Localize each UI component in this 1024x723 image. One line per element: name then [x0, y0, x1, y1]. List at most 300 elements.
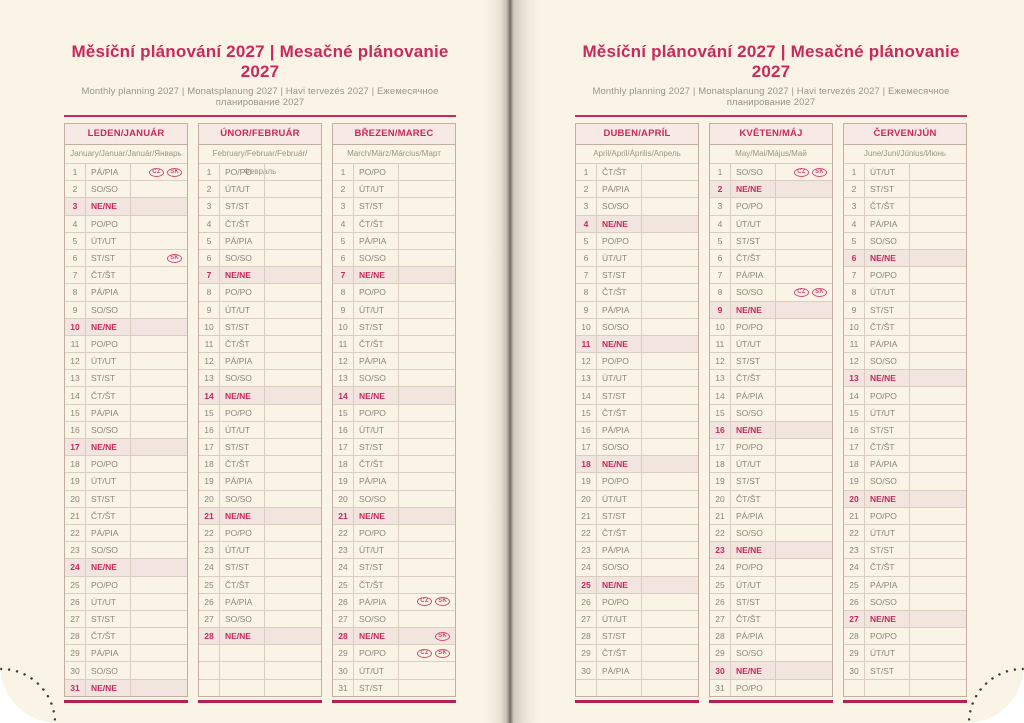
notes-area	[265, 422, 321, 438]
day-number: 18	[65, 456, 86, 472]
notes-area	[776, 233, 832, 249]
day-number: 25	[199, 577, 220, 593]
weekday-label: ST/ST	[86, 611, 131, 627]
day-number: 13	[576, 370, 597, 386]
notes-area	[265, 353, 321, 369]
day-row	[333, 422, 455, 439]
day-number: 1	[65, 164, 86, 180]
weekday-label: NE/NE	[86, 198, 131, 214]
day-row	[199, 559, 321, 576]
weekday-label: ÚT/UT	[86, 594, 131, 610]
notes-area	[131, 611, 187, 627]
day-row	[844, 577, 966, 594]
notes-area	[776, 662, 832, 678]
weekday-label: ČT/ŠT	[354, 456, 399, 472]
weekday-label: SO/SO	[86, 302, 131, 318]
notes-area	[265, 439, 321, 455]
notes-area	[910, 508, 966, 524]
weekday-label: ÚT/UT	[865, 405, 910, 421]
weekday-label	[597, 680, 642, 696]
notes-area	[131, 198, 187, 214]
notes-area	[131, 267, 187, 283]
day-number: 7	[576, 267, 597, 283]
weekday-label: NE/NE	[220, 387, 265, 403]
day-number: 27	[844, 611, 865, 627]
weekday-label: ČT/ŠT	[597, 405, 642, 421]
month-grid	[199, 164, 321, 696]
weekday-label: PO/PO	[597, 233, 642, 249]
month-columns-left	[64, 123, 456, 703]
day-row	[333, 456, 455, 473]
day-row	[710, 422, 832, 439]
day-row	[710, 387, 832, 404]
day-row	[199, 387, 321, 404]
day-number: 10	[333, 319, 354, 335]
holiday-badge-sk: SK	[812, 288, 827, 297]
day-number: 8	[710, 284, 731, 300]
day-number: 9	[199, 302, 220, 318]
day-number: 27	[199, 611, 220, 627]
month-column-january	[64, 123, 188, 703]
day-row	[710, 319, 832, 336]
day-row	[65, 353, 187, 370]
notes-area	[642, 284, 698, 300]
month-bottom-rule	[64, 700, 188, 703]
day-row	[844, 456, 966, 473]
weekday-label: PÁ/PIA	[220, 473, 265, 489]
day-number: 24	[576, 559, 597, 575]
month-table	[575, 123, 699, 697]
day-row	[199, 577, 321, 594]
notes-area	[399, 628, 455, 644]
day-row	[844, 542, 966, 559]
notes-area	[776, 542, 832, 558]
day-number: 23	[333, 542, 354, 558]
day-number: 4	[199, 216, 220, 232]
notes-area	[265, 473, 321, 489]
notes-area	[399, 387, 455, 403]
notes-area	[776, 370, 832, 386]
day-row	[576, 405, 698, 422]
day-number: 9	[333, 302, 354, 318]
day-number: 21	[844, 508, 865, 524]
weekday-label: ST/ST	[354, 319, 399, 335]
weekday-label: ÚT/UT	[86, 353, 131, 369]
day-row	[199, 422, 321, 439]
day-number: 17	[576, 439, 597, 455]
page-left	[0, 0, 508, 723]
notes-area	[131, 542, 187, 558]
weekday-label: ÚT/UT	[354, 181, 399, 197]
day-row	[576, 422, 698, 439]
weekday-label: ST/ST	[731, 594, 776, 610]
weekday-label: SO/SO	[354, 491, 399, 507]
weekday-label: ÚT/UT	[865, 645, 910, 661]
day-row	[710, 542, 832, 559]
weekday-label	[865, 680, 910, 696]
page-title: Měsíční plánování 2027 | Mesačné plánovanie 2027	[582, 42, 960, 81]
weekday-label: ČT/ŠT	[86, 267, 131, 283]
day-row	[333, 302, 455, 319]
weekday-label: ČT/ŠT	[220, 456, 265, 472]
day-number: 26	[710, 594, 731, 610]
month-bottom-rule	[843, 700, 967, 703]
weekday-label: ST/ST	[865, 662, 910, 678]
month-column-april	[575, 123, 699, 703]
notes-area	[776, 439, 832, 455]
notes-area	[910, 439, 966, 455]
weekday-label: SO/SO	[354, 370, 399, 386]
day-row	[576, 628, 698, 645]
weekday-label: ČT/ŠT	[731, 611, 776, 627]
day-number: 18	[199, 456, 220, 472]
page-title: Měsíční plánování 2027 | Mesačné plánovanie 2027	[71, 42, 449, 81]
weekday-label: PÁ/PIA	[354, 353, 399, 369]
weekday-label: ST/ST	[86, 250, 131, 266]
weekday-label: PO/PO	[731, 198, 776, 214]
day-number: 25	[710, 577, 731, 593]
day-number: 31	[333, 680, 354, 696]
day-number: 3	[844, 198, 865, 214]
day-number: 6	[844, 250, 865, 266]
notes-area	[265, 250, 321, 266]
weekday-label: ČT/ŠT	[865, 319, 910, 335]
day-row	[65, 439, 187, 456]
day-number: 4	[333, 216, 354, 232]
notes-area	[399, 216, 455, 232]
notes-area	[910, 577, 966, 593]
day-row	[710, 216, 832, 233]
weekday-label: NE/NE	[86, 559, 131, 575]
day-row	[576, 645, 698, 662]
weekday-label: PÁ/PIA	[354, 594, 399, 610]
weekday-label: ÚT/UT	[865, 164, 910, 180]
day-number: 4	[844, 216, 865, 232]
day-number: 24	[65, 559, 86, 575]
weekday-label: ČT/ŠT	[86, 628, 131, 644]
weekday-label: NE/NE	[597, 577, 642, 593]
day-number: 29	[576, 645, 597, 661]
day-row	[65, 611, 187, 628]
weekday-label: ÚT/UT	[731, 456, 776, 472]
day-row	[576, 439, 698, 456]
day-number: 16	[576, 422, 597, 438]
day-row	[710, 233, 832, 250]
day-number: 22	[65, 525, 86, 541]
day-number: 24	[333, 559, 354, 575]
day-number: 17	[65, 439, 86, 455]
day-number: 16	[844, 422, 865, 438]
notes-area	[131, 387, 187, 403]
notes-area	[131, 473, 187, 489]
notes-area	[265, 456, 321, 472]
weekday-label: ČT/ŠT	[354, 336, 399, 352]
day-row	[333, 267, 455, 284]
notes-area	[776, 628, 832, 644]
weekday-label: NE/NE	[731, 181, 776, 197]
notes-area	[399, 302, 455, 318]
day-row	[199, 473, 321, 490]
notes-area	[131, 439, 187, 455]
notes-area	[265, 164, 321, 180]
notes-area	[131, 284, 187, 300]
month-subheader: May/Mai/Május/Май	[710, 145, 832, 164]
day-number: 9	[844, 302, 865, 318]
day-number: 29	[65, 645, 86, 661]
weekday-label: PO/PO	[86, 577, 131, 593]
notes-area	[642, 336, 698, 352]
day-number: 5	[65, 233, 86, 249]
day-row	[65, 370, 187, 387]
day-number: 15	[199, 405, 220, 421]
month-subheader: January/Januar/Január/Январь	[65, 145, 187, 164]
notes-area	[131, 491, 187, 507]
day-row	[65, 628, 187, 645]
month-subheader: February/Februar/Február/Февраль	[199, 145, 321, 164]
day-number: 14	[844, 387, 865, 403]
weekday-label: ÚT/UT	[731, 336, 776, 352]
day-number: 11	[576, 336, 597, 352]
day-row	[333, 645, 455, 662]
weekday-label: ST/ST	[865, 302, 910, 318]
notes-area	[910, 250, 966, 266]
notes-area	[776, 284, 832, 300]
month-grid	[333, 164, 455, 696]
notes-area	[910, 336, 966, 352]
day-row	[710, 267, 832, 284]
day-row	[710, 370, 832, 387]
day-row	[199, 439, 321, 456]
weekday-label: ÚT/UT	[354, 422, 399, 438]
day-number: 15	[576, 405, 597, 421]
day-number: 7	[710, 267, 731, 283]
month-grid	[710, 164, 832, 696]
day-number: 3	[199, 198, 220, 214]
day-row	[199, 198, 321, 215]
notes-area	[910, 594, 966, 610]
day-row	[710, 439, 832, 456]
day-number: 11	[844, 336, 865, 352]
day-number: 11	[65, 336, 86, 352]
page-subtitle: Monthly planning 2027 | Monatsplanung 2027 | Havi tervezés 2027 | Ежемесячное планирование 2027	[81, 86, 439, 108]
day-row	[199, 216, 321, 233]
notes-area	[642, 164, 698, 180]
day-number: 9	[710, 302, 731, 318]
day-row	[576, 250, 698, 267]
notes-area	[910, 353, 966, 369]
notes-area	[910, 628, 966, 644]
day-row	[65, 473, 187, 490]
weekday-label: PÁ/PIA	[597, 542, 642, 558]
notes-area	[131, 594, 187, 610]
weekday-label	[220, 662, 265, 678]
day-number: 30	[710, 662, 731, 678]
day-number: 14	[199, 387, 220, 403]
day-number: 30	[844, 662, 865, 678]
title-divider	[64, 115, 456, 117]
day-number: 27	[710, 611, 731, 627]
day-number: 23	[576, 542, 597, 558]
weekday-label: PÁ/PIA	[865, 456, 910, 472]
day-number: 10	[65, 319, 86, 335]
day-row	[844, 216, 966, 233]
day-number: 20	[199, 491, 220, 507]
notes-area	[776, 508, 832, 524]
day-number: 8	[199, 284, 220, 300]
day-number: 2	[199, 181, 220, 197]
day-number: 21	[710, 508, 731, 524]
weekday-label: SO/SO	[865, 353, 910, 369]
notes-area	[642, 267, 698, 283]
day-number: 5	[844, 233, 865, 249]
notes-area	[642, 405, 698, 421]
day-row	[65, 302, 187, 319]
day-row	[65, 319, 187, 336]
day-number: 1	[710, 164, 731, 180]
day-row	[710, 473, 832, 490]
notes-area	[399, 611, 455, 627]
day-row	[199, 181, 321, 198]
month-bottom-rule	[198, 700, 322, 703]
day-number: 29	[710, 645, 731, 661]
day-row	[199, 594, 321, 611]
weekday-label: ČT/ŠT	[220, 336, 265, 352]
weekday-label: PO/PO	[731, 680, 776, 696]
day-row	[844, 284, 966, 301]
weekday-label: NE/NE	[354, 387, 399, 403]
month-header: BŘEZEN/MAREC	[333, 124, 455, 145]
weekday-label: PÁ/PIA	[865, 216, 910, 232]
month-columns-right	[575, 123, 967, 703]
day-row	[65, 387, 187, 404]
notes-area	[776, 336, 832, 352]
day-number: 8	[65, 284, 86, 300]
holiday-badge-sk: SK	[435, 597, 450, 606]
day-number: 26	[576, 594, 597, 610]
day-row	[65, 250, 187, 267]
weekday-label: ÚT/UT	[731, 577, 776, 593]
day-row	[844, 336, 966, 353]
day-row	[199, 267, 321, 284]
notes-area	[265, 611, 321, 627]
month-header: ČERVEN/JÚN	[844, 124, 966, 145]
weekday-label: PÁ/PIA	[86, 284, 131, 300]
notes-area	[776, 680, 832, 696]
day-number: 28	[576, 628, 597, 644]
notes-area	[910, 611, 966, 627]
notes-area	[642, 491, 698, 507]
day-row	[576, 387, 698, 404]
weekday-label: ČT/ŠT	[731, 370, 776, 386]
weekday-label: PÁ/PIA	[86, 525, 131, 541]
day-number: 5	[333, 233, 354, 249]
day-row	[65, 577, 187, 594]
month-table	[843, 123, 967, 697]
weekday-label: PO/PO	[220, 164, 265, 180]
weekday-label: NE/NE	[597, 216, 642, 232]
notes-area	[399, 164, 455, 180]
weekday-label: ÚT/UT	[354, 302, 399, 318]
day-number: 13	[844, 370, 865, 386]
day-number: 20	[576, 491, 597, 507]
notes-area	[265, 302, 321, 318]
day-row	[844, 181, 966, 198]
weekday-label: ČT/ŠT	[220, 216, 265, 232]
weekday-label: NE/NE	[86, 439, 131, 455]
weekday-label: ÚT/UT	[86, 233, 131, 249]
notes-area	[776, 181, 832, 197]
weekday-label: ST/ST	[865, 542, 910, 558]
notes-area	[131, 336, 187, 352]
day-number: 20	[844, 491, 865, 507]
day-row	[710, 302, 832, 319]
notes-area	[642, 302, 698, 318]
day-row	[333, 353, 455, 370]
day-row	[576, 302, 698, 319]
day-row	[333, 216, 455, 233]
day-row	[844, 198, 966, 215]
holiday-badge-cz: CZ	[794, 168, 809, 177]
notes-area	[131, 525, 187, 541]
weekday-label: PO/PO	[220, 525, 265, 541]
weekday-label: NE/NE	[220, 267, 265, 283]
notes-area	[910, 267, 966, 283]
day-number: 8	[844, 284, 865, 300]
notes-area	[131, 422, 187, 438]
weekday-label: PO/PO	[731, 319, 776, 335]
notes-area	[399, 422, 455, 438]
day-number: 19	[65, 473, 86, 489]
day-row	[333, 577, 455, 594]
weekday-label: PO/PO	[354, 164, 399, 180]
notes-area	[131, 216, 187, 232]
weekday-label: ČT/ŠT	[865, 439, 910, 455]
day-number: 27	[333, 611, 354, 627]
weekday-label: PO/PO	[86, 216, 131, 232]
day-number: 15	[844, 405, 865, 421]
weekday-label: PO/PO	[354, 645, 399, 661]
weekday-label: NE/NE	[86, 680, 131, 696]
weekday-label: PÁ/PIA	[731, 267, 776, 283]
notes-area	[776, 611, 832, 627]
day-number: 14	[65, 387, 86, 403]
weekday-label: ST/ST	[220, 319, 265, 335]
day-number: 30	[576, 662, 597, 678]
month-column-march	[332, 123, 456, 703]
day-number: 23	[844, 542, 865, 558]
weekday-label	[220, 680, 265, 696]
day-number: 8	[576, 284, 597, 300]
weekday-label: ÚT/UT	[597, 250, 642, 266]
notes-area	[399, 559, 455, 575]
notes-area	[131, 181, 187, 197]
day-row	[333, 370, 455, 387]
weekday-label: SO/SO	[731, 405, 776, 421]
day-row	[65, 284, 187, 301]
day-number: 12	[65, 353, 86, 369]
day-number: 28	[710, 628, 731, 644]
weekday-label: PO/PO	[354, 525, 399, 541]
day-row	[333, 181, 455, 198]
day-number: 28	[844, 628, 865, 644]
day-row	[710, 405, 832, 422]
notes-area	[910, 559, 966, 575]
notes-area	[265, 284, 321, 300]
weekday-label: ST/ST	[354, 198, 399, 214]
day-number: 20	[710, 491, 731, 507]
notes-area	[642, 525, 698, 541]
day-number: 24	[844, 559, 865, 575]
